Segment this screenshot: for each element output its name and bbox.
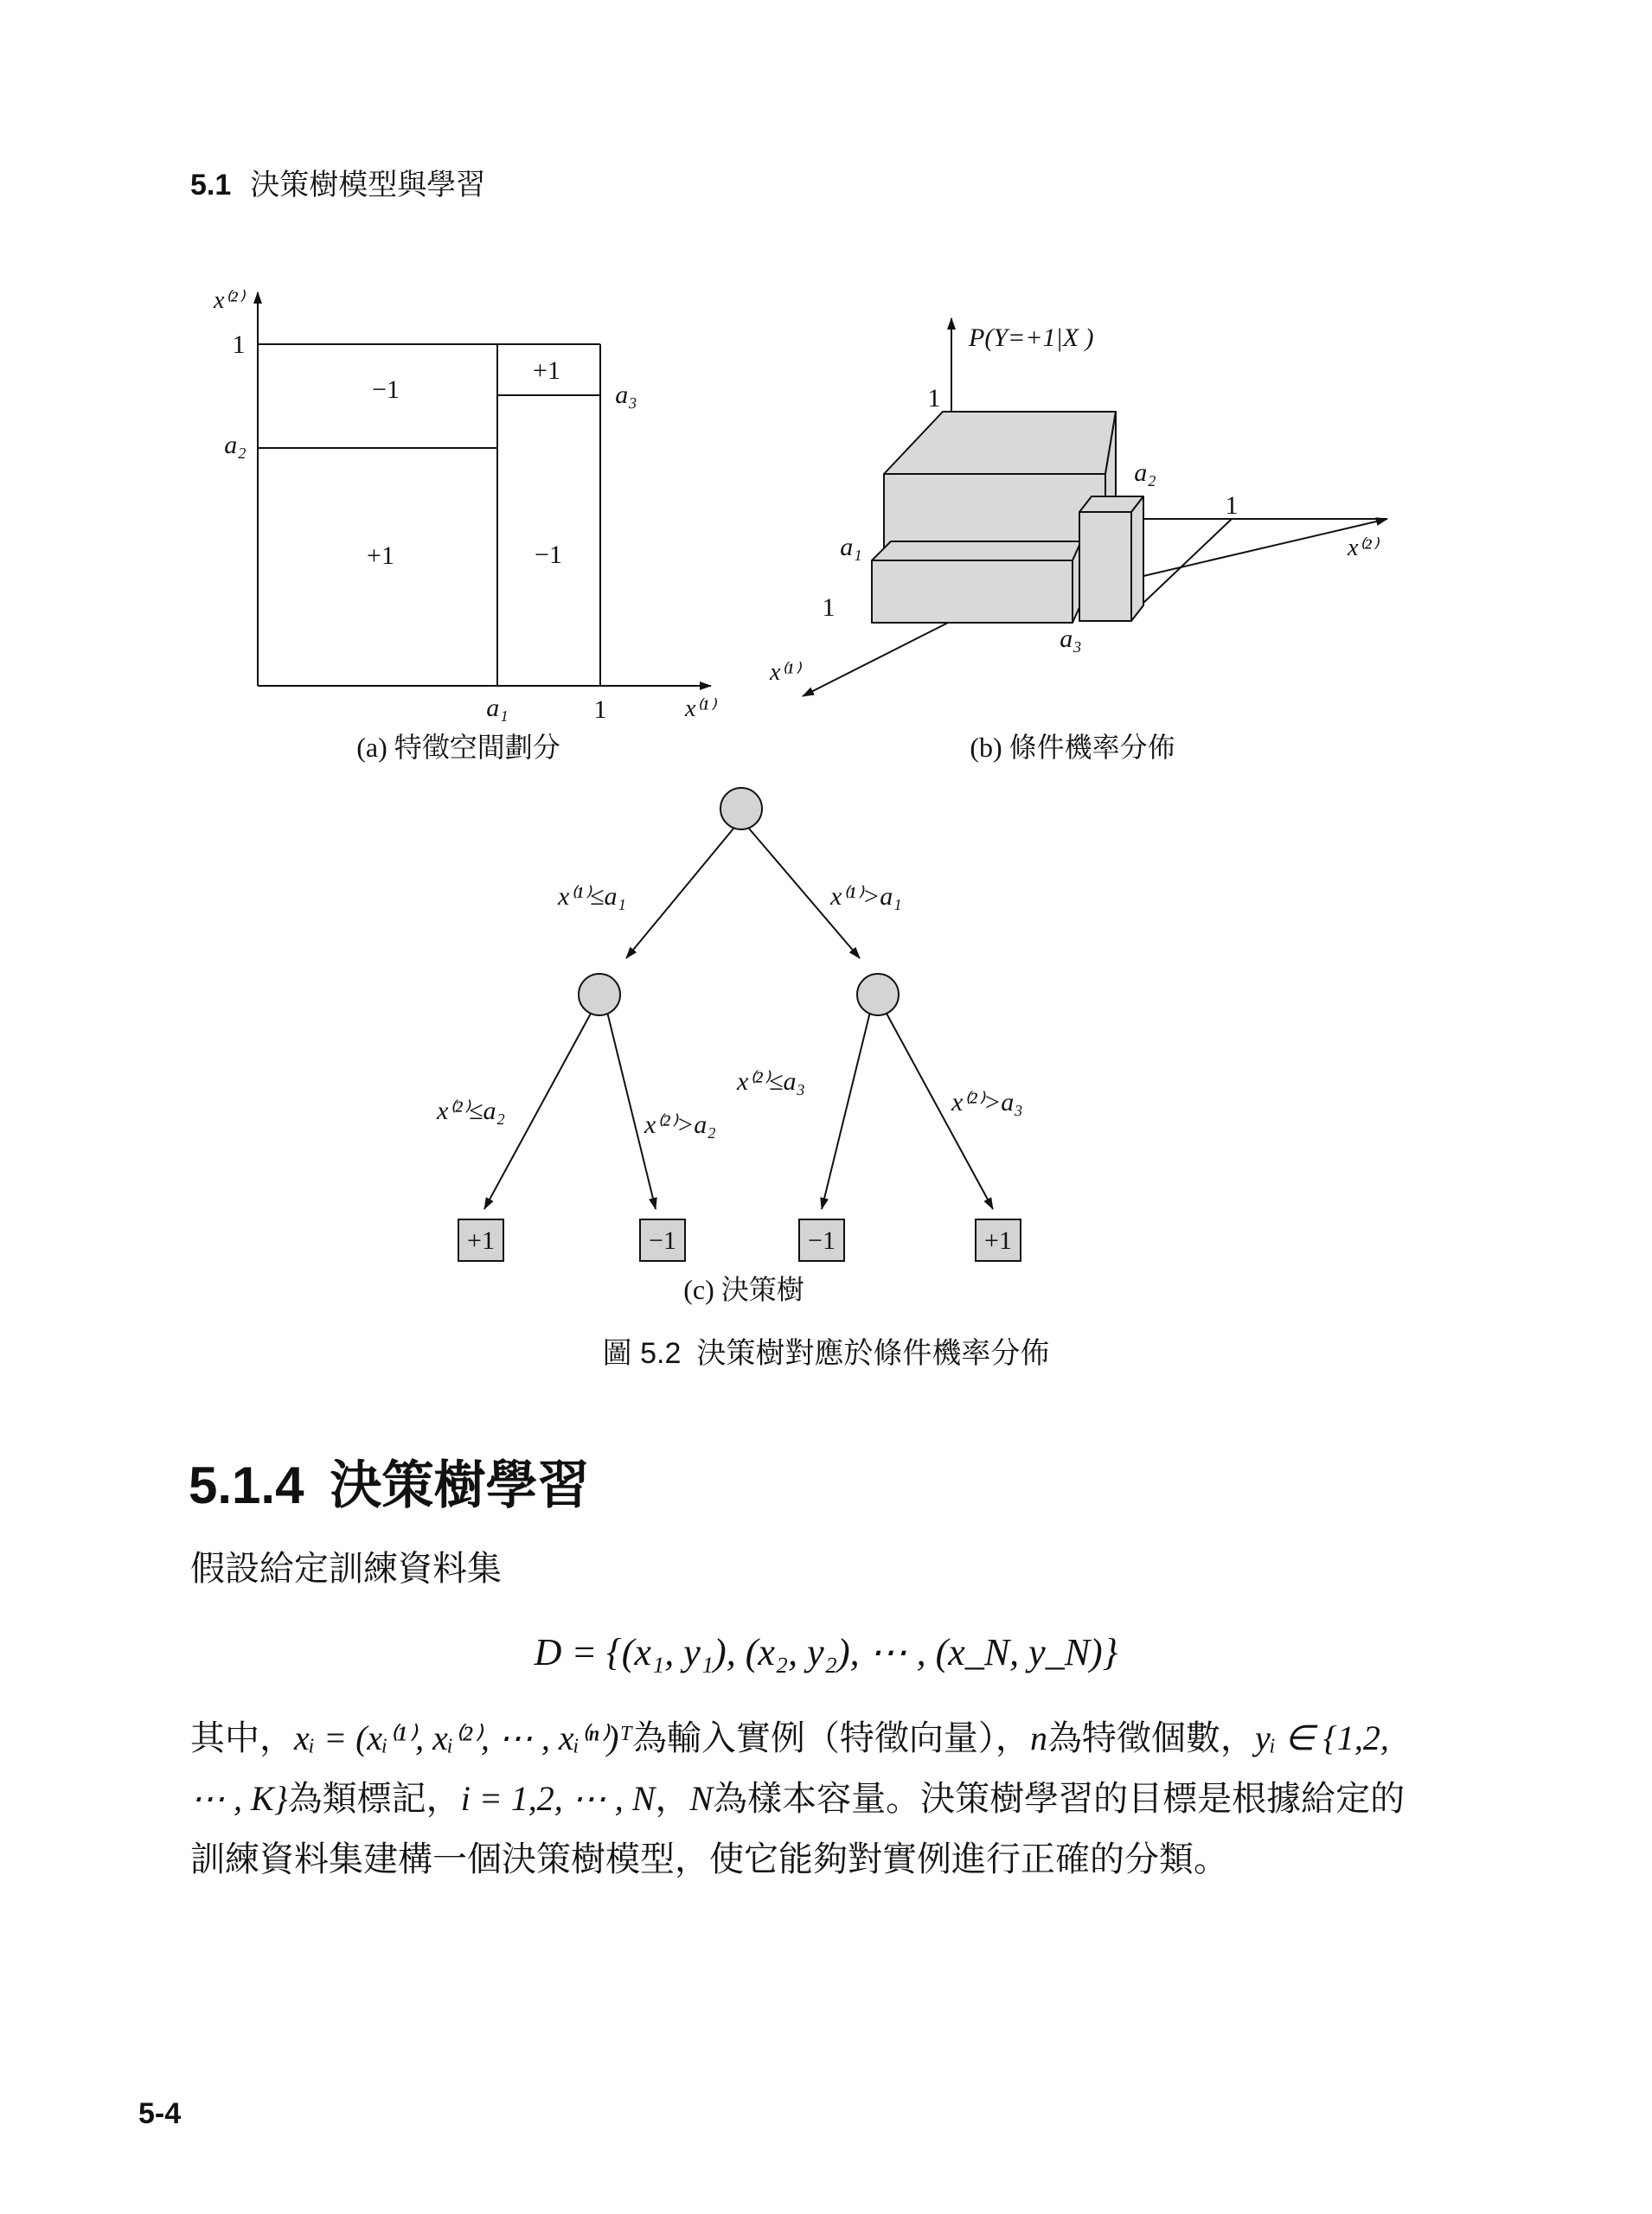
tree-edge-root-left (626, 829, 733, 958)
tree-leaf-3-label: −1 (808, 1226, 836, 1255)
formula-yi: yᵢ ∈ {1,2, ⋯ , K} (190, 1718, 1389, 1818)
panel-b-big-box-top (884, 412, 1116, 474)
panel-b-x1-axis (803, 621, 951, 696)
panel-a-tick-a1: a₁ (486, 694, 509, 722)
tree-left-node (579, 974, 620, 1015)
panel-b-z-axis-label: P(Y=+1|X ) (969, 323, 1094, 352)
body-text-5: ， (655, 1780, 690, 1818)
panel-a-tick-a2: a₂ (224, 431, 247, 459)
tree-root-node (720, 788, 762, 829)
tree-right-node (857, 974, 899, 1015)
panel-b-tick-a2: a₂ (1134, 458, 1156, 487)
figure-caption-number: 圖 5.2 (602, 1337, 682, 1370)
panel-b-low-box-top (872, 541, 1081, 560)
body-text-4: 為類標記， (287, 1780, 461, 1818)
tree-edge-right-left (822, 1012, 870, 1209)
formula-i-range: i = 1,2, ⋯ , N (460, 1779, 656, 1818)
panel-c-caption: (c) 決策樹 (683, 1274, 804, 1305)
body-text-3: 為特徵個數， (1047, 1719, 1255, 1757)
panel-a-region-top-left: −1 (372, 375, 400, 404)
tree-leaf-4-label: +1 (984, 1226, 1012, 1255)
tree-edge-label-left-left: x⁽²⁾≤a₂ (437, 1097, 505, 1125)
panel-b-probability-distribution (769, 318, 1387, 763)
tree-edge-label-right-right: x⁽²⁾>a₃ (951, 1088, 1023, 1117)
panel-c-decision-tree (436, 788, 1023, 1305)
section-number: 5.1.4 (189, 1456, 304, 1514)
tree-edge-label-root-left: x⁽¹⁾≤a₁ (558, 882, 626, 911)
intro-paragraph: 假設給定訓練資料集 (190, 1550, 502, 1588)
panel-a-feature-space (213, 287, 718, 763)
header-section-num: 5.1 (190, 169, 232, 202)
panel-a-region-bottom-right: −1 (535, 541, 562, 569)
panel-b-tick-1-x1: 1 (822, 593, 836, 622)
panel-b-x1-axis-label: x⁽¹⁾ (770, 659, 800, 686)
panel-b-tick-1-z: 1 (927, 384, 941, 413)
panel-b-tick-a1: a₁ (840, 533, 862, 561)
figure-caption-text: 決策樹對應於條件機率分佈 (696, 1337, 1050, 1370)
tree-edge-label-left-right: x⁽²⁾>a₂ (644, 1110, 716, 1139)
panel-b-thin-box-front (1079, 512, 1131, 621)
panel-b-tick-a3: a₃ (1060, 624, 1082, 653)
section-title: 決策樹學習 (330, 1456, 590, 1514)
body-text-2: 為輸入實例（特徵向量）， (631, 1719, 1030, 1757)
body-paragraph (190, 1708, 1418, 1890)
panel-a-tick-1-y: 1 (232, 330, 246, 359)
symbol-N: N (689, 1779, 714, 1818)
panel-b-thin-box-side (1131, 496, 1143, 621)
panel-b-tick-1-x2: 1 (1225, 491, 1239, 520)
page-number: 5-4 (138, 2097, 182, 2130)
symbol-n: n (1029, 1718, 1047, 1757)
panel-a-x-axis-label: x⁽¹⁾ (685, 695, 715, 722)
panel-b-caption: (b) 條件機率分佈 (970, 732, 1175, 763)
tree-edge-label-right-left: x⁽²⁾≤a₃ (737, 1067, 805, 1096)
panel-a-caption: (a) 特徵空間劃分 (356, 732, 560, 763)
tree-leaf-2-label: −1 (649, 1226, 676, 1255)
body-text-6: 為樣本容量。決策樹學習的目標是根據給定的訓練資料集建構一個決策樹模型，使它能夠對實例進行正確的分類。 (190, 1780, 1405, 1878)
body-text-1: 其中， (190, 1719, 294, 1757)
formula-xi: xᵢ = (xᵢ⁽¹⁾, xᵢ⁽²⁾, ⋯ , xᵢ⁽ⁿ⁾)ᵀ (294, 1718, 632, 1757)
panel-b-x2-axis-label: x⁽²⁾ (1348, 534, 1378, 561)
panel-a-tick-a3: a₃ (615, 381, 637, 409)
figure-caption (0, 1329, 1652, 1372)
panel-a-y-axis-label: x⁽²⁾ (214, 287, 244, 314)
section-heading (189, 1444, 589, 1519)
panel-b-low-box-front (872, 560, 1073, 623)
panel-a-tick-1-x: 1 (593, 695, 607, 724)
panel-a-region-top-right: +1 (533, 356, 560, 385)
tree-leaf-1-label: +1 (467, 1226, 495, 1255)
formula-training-set: D = {(x₁, y₁), (x₂, y₂), ⋯ , (x_N, y_N)} (534, 1631, 1118, 1673)
header-section-title: 決策樹模型與學習 (250, 169, 486, 202)
panel-a-region-bottom-left: +1 (367, 541, 394, 570)
tree-edge-label-root-right: x⁽¹⁾>a₁ (830, 882, 902, 911)
